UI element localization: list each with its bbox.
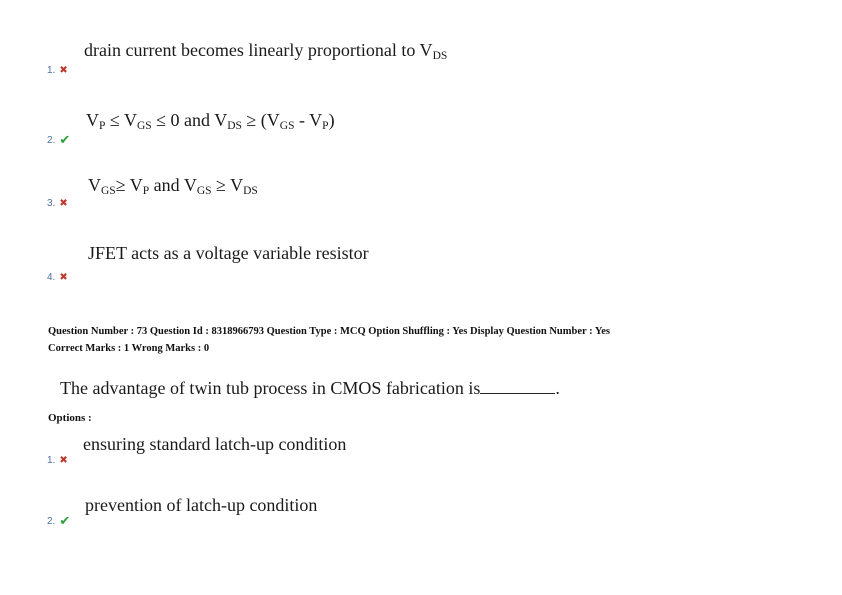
- prev-option-2-part: ): [328, 110, 335, 130]
- prev-option-3-part: ≥ V: [211, 175, 244, 195]
- answer-blank: [480, 379, 555, 394]
- question-meta-line-1: Question Number : 73 Question Id : 8318966793 Question Type : MCQ Option Shuffling : Yes Display Question Number : Yes: [48, 326, 611, 337]
- option-1-marker: [47, 455, 68, 466]
- prev-option-2-sub: GS: [279, 120, 295, 132]
- prev-option-3-sub: DS: [243, 185, 258, 197]
- prev-option-2-part: ≤ V: [105, 110, 137, 130]
- prev-option-1-subscript: DS: [432, 50, 448, 62]
- prev-option-2-sub: GS: [136, 120, 152, 132]
- prev-option-4-marker: [47, 272, 68, 283]
- prev-option-4-number: 4.: [47, 272, 56, 283]
- prev-option-3-sub: GS: [101, 185, 116, 197]
- options-heading: Options :: [48, 412, 92, 424]
- prev-option-2-sub: DS: [227, 120, 242, 132]
- prev-option-2-sub: P: [322, 120, 329, 132]
- check-icon: ✔: [59, 513, 71, 528]
- prev-option-4-text: [88, 243, 369, 264]
- option-1-number: 1.: [47, 455, 56, 466]
- prev-option-2-sub: P: [99, 120, 106, 132]
- option-2-number: 2.: [47, 515, 56, 527]
- option-2-text: prevention of latch-up condition: [85, 495, 318, 515]
- prev-option-2-part: - V: [294, 110, 323, 130]
- prev-option-1-marker: [47, 65, 68, 76]
- prev-option-3-part: ≥ V: [115, 175, 143, 195]
- option-2-marker: [47, 513, 70, 529]
- prev-option-2-number: 2.: [47, 134, 56, 146]
- cross-icon: ✖: [59, 65, 68, 76]
- prev-option-4-label: JFET acts as a voltage variable resistor: [88, 243, 369, 263]
- prev-option-3-number: 3.: [47, 198, 56, 209]
- question-stem: The advantage of twin tub process in CMOS fabrication is: [60, 378, 481, 398]
- prev-option-3-marker: [47, 198, 68, 209]
- prev-option-2-part: V: [86, 110, 99, 130]
- prev-option-2-text: [86, 110, 335, 132]
- prev-option-1-label: drain current becomes linearly proportional to V: [84, 40, 433, 60]
- prev-option-3-sub: P: [142, 185, 150, 197]
- cross-icon: ✖: [59, 272, 68, 283]
- check-icon: ✔: [59, 132, 71, 147]
- prev-option-1-number: 1.: [47, 65, 56, 76]
- cross-icon: ✖: [59, 455, 68, 466]
- prev-option-3-sub: GS: [196, 185, 212, 197]
- option-1-text: ensuring standard latch-up condition: [83, 434, 347, 454]
- prev-option-3-part: V: [88, 175, 101, 195]
- prev-option-1-text: [84, 40, 447, 62]
- prev-option-2-part: ≥ (V: [241, 110, 280, 130]
- prev-option-3-text: [88, 175, 258, 197]
- question-end-punctuation: .: [555, 378, 560, 398]
- prev-option-2-marker: [47, 132, 70, 148]
- question-meta-line-2: Correct Marks : 1 Wrong Marks : 0: [48, 343, 210, 354]
- prev-option-2-part: ≤ 0 and V: [151, 110, 228, 130]
- cross-icon: ✖: [59, 198, 68, 209]
- prev-option-3-part: and V: [149, 175, 197, 195]
- question-text: [60, 378, 560, 399]
